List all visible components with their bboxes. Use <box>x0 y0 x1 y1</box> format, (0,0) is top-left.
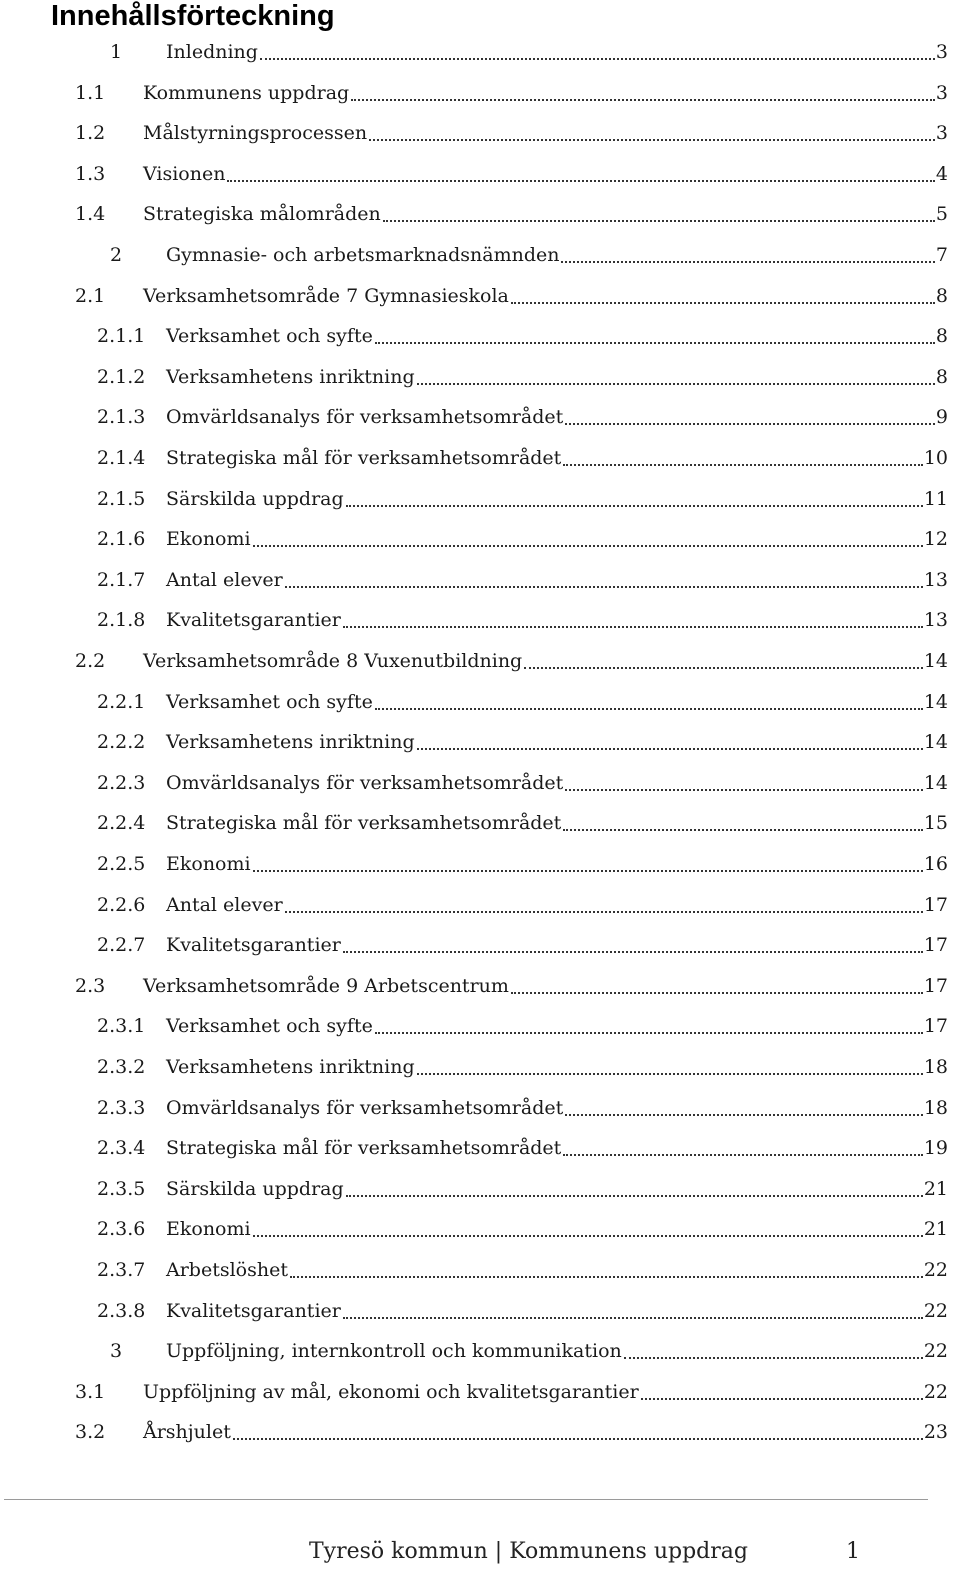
toc-entry-number: 2.3.4 <box>97 1136 146 1159</box>
toc-dot-leader <box>346 1195 923 1197</box>
toc-dot-leader <box>417 383 935 385</box>
toc-entry[interactable] <box>75 965 948 1006</box>
toc-dot-leader <box>227 180 934 182</box>
toc-entry-number: 3.2 <box>75 1420 106 1443</box>
toc-entry-number: 2.1.1 <box>97 324 146 347</box>
toc-entry-page: 9 <box>935 405 948 428</box>
toc-entry-number: 2.1.4 <box>97 446 146 469</box>
toc-entry[interactable] <box>97 1290 948 1331</box>
toc-entry[interactable] <box>97 1208 948 1249</box>
toc-dot-leader <box>351 99 935 101</box>
toc-entry-page: 10 <box>923 446 948 469</box>
toc-entry-title: Arbetslöshet <box>166 1258 288 1281</box>
toc-entry-page: 13 <box>923 608 948 631</box>
toc-entry-number: 2 <box>110 243 123 266</box>
toc-entry-page: 21 <box>923 1217 948 1240</box>
toc-entry[interactable] <box>97 1005 948 1046</box>
toc-entry-title: Ekonomi <box>166 1217 251 1240</box>
toc-entry-page: 18 <box>923 1055 948 1078</box>
toc-dot-leader <box>641 1398 923 1400</box>
toc-entry-number: 2.3.7 <box>97 1258 146 1281</box>
toc-dot-leader <box>375 708 923 710</box>
toc-entry-page: 17 <box>923 893 948 916</box>
toc-entry-page: 22 <box>923 1258 948 1281</box>
toc-entry[interactable] <box>97 1046 948 1087</box>
toc-entry-page: 8 <box>935 324 948 347</box>
toc-entry-page: 17 <box>923 933 948 956</box>
toc-entry-title: Strategiska mål för verksamhetsområdet <box>166 1136 562 1159</box>
toc-dot-leader <box>563 1154 923 1156</box>
toc-entry-number: 2.3.8 <box>97 1299 146 1322</box>
toc-entry-title: Strategiska mål för verksamhetsområdet <box>166 446 562 469</box>
toc-entry-title: Kommunens uppdrag <box>143 81 350 104</box>
toc-entry-number: 2.1.7 <box>97 568 146 591</box>
toc-entry-number: 2.1.5 <box>97 487 146 510</box>
toc-entry-number: 2.3.6 <box>97 1217 146 1240</box>
toc-dot-leader <box>375 1032 923 1034</box>
toc-entry-number: 3.1 <box>75 1380 106 1403</box>
toc-dot-leader <box>565 789 923 791</box>
toc-entry-title: Verksamhetens inriktning <box>166 1055 415 1078</box>
toc-entry-title: Omvärldsanalys för verksamhetsområdet <box>166 405 564 428</box>
toc-entry[interactable] <box>97 1168 948 1209</box>
toc-entry-page: 7 <box>935 243 948 266</box>
toc-entry-title: Kvalitetsgarantier <box>166 1299 341 1322</box>
toc-dot-leader <box>417 748 923 750</box>
toc-entry-number: 1 <box>110 40 123 63</box>
toc-entry[interactable] <box>97 721 948 762</box>
toc-entry-page: 16 <box>923 852 948 875</box>
toc-entry[interactable] <box>97 1127 948 1168</box>
toc-entry-number: 2.2.7 <box>97 933 146 956</box>
toc-entry-number: 1.3 <box>75 162 106 185</box>
toc-entry-title: Verksamhet och syfte <box>166 690 373 713</box>
toc-entry-title: Kvalitetsgarantier <box>166 608 341 631</box>
toc-entry-number: 2.2 <box>75 649 106 672</box>
toc-dot-leader <box>343 951 923 953</box>
toc-entry[interactable] <box>75 112 948 153</box>
toc-dot-leader <box>260 58 935 60</box>
toc-entry-title: Strategiska mål för verksamhetsområdet <box>166 811 562 834</box>
toc-entry-page: 8 <box>935 284 948 307</box>
toc-entry-number: 1.2 <box>75 121 106 144</box>
toc-entry-title: Inledning <box>166 40 258 63</box>
toc-entry-title: Antal elever <box>166 568 283 591</box>
toc-entry[interactable] <box>75 275 948 316</box>
toc-entry[interactable] <box>97 802 948 843</box>
toc-entry[interactable] <box>97 1249 948 1290</box>
toc-entry-page: 17 <box>923 1014 948 1037</box>
toc-entry-number: 1.4 <box>75 202 106 225</box>
toc-entry[interactable] <box>97 437 948 478</box>
toc-entry-number: 2.3 <box>75 974 106 997</box>
toc-entry-title: Verksamhet och syfte <box>166 1014 373 1037</box>
toc-dot-leader <box>624 1357 923 1359</box>
toc-dot-leader <box>369 139 935 141</box>
toc-entry-page: 19 <box>923 1136 948 1159</box>
toc-entry-page: 14 <box>923 690 948 713</box>
toc-entry[interactable] <box>75 640 948 681</box>
toc-entry[interactable] <box>97 884 948 925</box>
toc-entry[interactable] <box>110 234 948 275</box>
toc-entry-number: 2.3.5 <box>97 1177 146 1200</box>
toc-entry-title: Verksamhetsområde 7 Gymnasieskola <box>143 284 509 307</box>
toc-entry-page: 14 <box>923 649 948 672</box>
toc-dot-leader <box>343 626 923 628</box>
toc-entry-number: 2.3.2 <box>97 1055 146 1078</box>
toc-entry-title: Särskilda uppdrag <box>166 487 344 510</box>
toc-entry-number: 2.1.8 <box>97 608 146 631</box>
toc-entry[interactable] <box>110 1330 948 1371</box>
toc-dot-leader <box>233 1438 923 1440</box>
toc-entry[interactable] <box>75 72 948 113</box>
toc-entry-number: 2.2.6 <box>97 893 146 916</box>
toc-entry-number: 2.2.2 <box>97 730 146 753</box>
toc-entry[interactable] <box>97 356 948 397</box>
toc-dot-leader <box>253 1235 923 1237</box>
toc-entry-title: Verksamhetsområde 8 Vuxenutbildning <box>143 649 523 672</box>
toc-entry-title: Uppföljning av mål, ekonomi och kvalitetsgarantier <box>143 1380 639 1403</box>
toc-entry[interactable] <box>97 315 948 356</box>
toc-entry-number: 3 <box>110 1339 123 1362</box>
toc-entry-number: 1.1 <box>75 81 106 104</box>
toc-entry-title: Ekonomi <box>166 852 251 875</box>
toc-entry[interactable] <box>97 924 948 965</box>
toc-dot-leader <box>563 829 923 831</box>
toc-entry-title: Omvärldsanalys för verksamhetsområdet <box>166 1096 564 1119</box>
toc-entry-page: 11 <box>923 487 948 510</box>
toc-entry-title: Strategiska målområden <box>143 202 381 225</box>
toc-entry-title: Antal elever <box>166 893 283 916</box>
toc-dot-leader <box>565 423 935 425</box>
toc-entry-title: Verksamhetens inriktning <box>166 730 415 753</box>
toc-entry-page: 8 <box>935 365 948 388</box>
toc-entry-page: 5 <box>935 202 948 225</box>
toc-entry-number: 2.2.1 <box>97 690 146 713</box>
toc-dot-leader <box>253 545 923 547</box>
toc-entry[interactable] <box>75 153 948 194</box>
toc-dot-leader <box>383 220 935 222</box>
toc-heading: Innehållsförteckning <box>51 0 335 32</box>
toc-entry-title: Verksamhetens inriktning <box>166 365 415 388</box>
toc-entry[interactable] <box>97 478 948 519</box>
footer-divider <box>4 1499 928 1500</box>
toc-entry[interactable] <box>75 1371 948 1412</box>
toc-entry-title: Gymnasie- och arbetsmarknadsnämnden <box>166 243 560 266</box>
toc-entry[interactable] <box>97 599 948 640</box>
toc-entry-title: Målstyrningsprocessen <box>143 121 368 144</box>
toc-dot-leader <box>285 911 923 913</box>
toc-entry[interactable] <box>97 396 948 437</box>
toc-dot-leader <box>511 992 923 994</box>
toc-entry-title: Uppföljning, internkontroll och kommunikation <box>166 1339 622 1362</box>
toc-entry[interactable] <box>110 31 948 72</box>
toc-dot-leader <box>565 1114 923 1116</box>
toc-entry-number: 2.2.5 <box>97 852 146 875</box>
toc-entry[interactable] <box>97 762 948 803</box>
toc-entry-page: 13 <box>923 568 948 591</box>
toc-dot-leader <box>253 870 923 872</box>
toc-entry-page: 21 <box>923 1177 948 1200</box>
toc-entry-page: 22 <box>923 1299 948 1322</box>
toc-entry-title: Kvalitetsgarantier <box>166 933 341 956</box>
toc-dot-leader <box>563 464 923 466</box>
toc-entry-page: 17 <box>923 974 948 997</box>
toc-dot-leader <box>290 1276 923 1278</box>
toc-entry[interactable] <box>97 681 948 722</box>
toc-entry-page: 3 <box>935 81 948 104</box>
toc-entry[interactable] <box>75 1411 948 1452</box>
toc-entry-number: 2.3.1 <box>97 1014 146 1037</box>
toc-entry-page: 18 <box>923 1096 948 1119</box>
toc-entry[interactable] <box>97 559 948 600</box>
toc-entry-title: Särskilda uppdrag <box>166 1177 344 1200</box>
toc-entry-title: Årshjulet <box>143 1420 231 1443</box>
toc-entry-title: Verksamhetsområde 9 Arbetscentrum <box>143 974 509 997</box>
toc-entry-number: 2.1.6 <box>97 527 146 550</box>
toc-dot-leader <box>561 261 934 263</box>
toc-entry-page: 4 <box>935 162 948 185</box>
toc-entry-page: 23 <box>923 1420 948 1443</box>
toc-entry-title: Omvärldsanalys för verksamhetsområdet <box>166 771 564 794</box>
toc-dot-leader <box>285 586 923 588</box>
toc-entry[interactable] <box>75 193 948 234</box>
toc-entry-number: 2.2.3 <box>97 771 146 794</box>
toc-entry-page: 15 <box>923 811 948 834</box>
toc-entry-page: 3 <box>935 121 948 144</box>
toc-dot-leader <box>417 1073 923 1075</box>
toc-entry-number: 2.2.4 <box>97 811 146 834</box>
toc-entry-number: 2.1.2 <box>97 365 146 388</box>
toc-entry-page: 22 <box>923 1339 948 1362</box>
toc-entry[interactable] <box>97 1087 948 1128</box>
toc-entry-page: 14 <box>923 730 948 753</box>
toc-dot-leader <box>524 667 923 669</box>
toc-entry-number: 2.3.3 <box>97 1096 146 1119</box>
toc-dot-leader <box>343 1317 923 1319</box>
toc-dot-leader <box>375 342 935 344</box>
toc-entry[interactable] <box>97 843 948 884</box>
toc-entry-number: 2.1 <box>75 284 106 307</box>
toc-dot-leader <box>511 302 935 304</box>
toc-entry-number: 2.1.3 <box>97 405 146 428</box>
toc-entry-page: 14 <box>923 771 948 794</box>
toc-entry-page: 3 <box>935 40 948 63</box>
footer-text: Tyresö kommun | Kommunens uppdrag <box>309 1538 748 1564</box>
toc-entry[interactable] <box>97 518 948 559</box>
toc-entry-page: 12 <box>923 527 948 550</box>
toc-entry-page: 22 <box>923 1380 948 1403</box>
toc-entry-title: Verksamhet och syfte <box>166 324 373 347</box>
toc-entry-title: Visionen <box>143 162 226 185</box>
toc-entry-title: Ekonomi <box>166 527 251 550</box>
toc-dot-leader <box>346 505 923 507</box>
footer-page-number: 1 <box>846 1538 860 1564</box>
